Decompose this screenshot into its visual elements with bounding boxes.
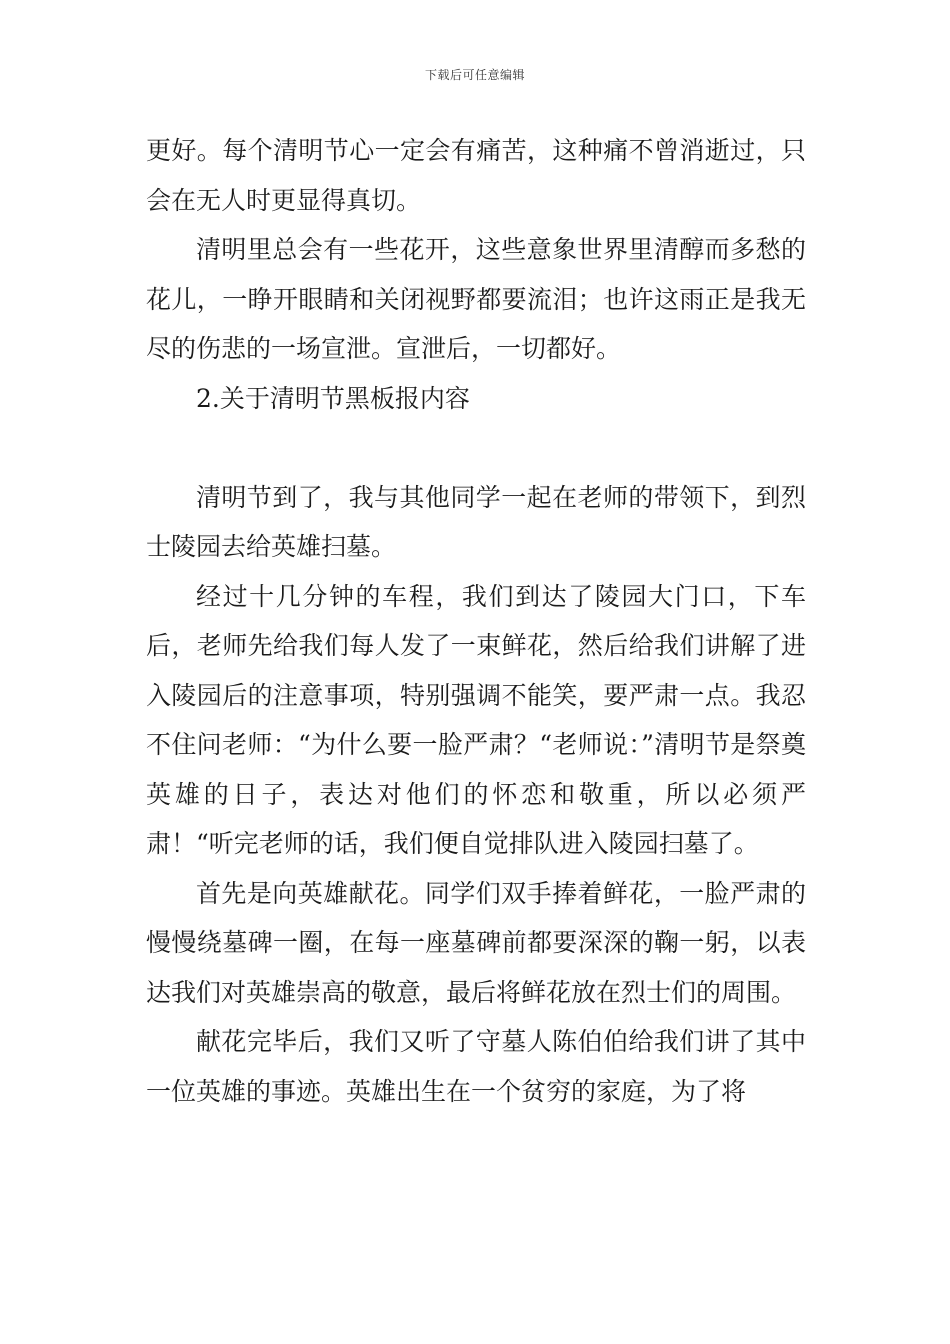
paragraph: 清明节到了，我与其他同学一起在老师的带领下，到烈士陵园去给英雄扫墓。 [146,482,806,561]
blank-line [146,423,806,473]
paragraph: 献花完毕后，我们又听了守墓人陈伯伯给我们讲了其中一位英雄的事迹。英雄出生在一个贫穷的家庭，为了将 [146,1027,806,1106]
paragraph: 经过十几分钟的车程，我们到达了陵园大门口，下车后，老师先给我们每人发了一束鲜花，然后给我们讲解了进入陵园后的注意事项，特别强调不能笑，要严肃一点。我忍不住问老师：“为什么要一脸严肃？“老师说：”清明节是祭奠英雄的日子，表达对他们的怀恋和敬重，所以必须严肃！“听完老师的话，我们便自觉排队进入陵园扫墓了。 [146,581,806,858]
section-heading: 2.关于清明节黑板报内容 [196,383,470,413]
paragraph: 清明里总会有一些花开，这些意象世界里清醇而多愁的花儿，一睁开眼睛和关闭视野都要流泪；也许这雨正是我无尽的伤悲的一场宣泄。宣泄后，一切都好。 [146,235,806,363]
document-body [146,126,806,1116]
page-header: 下载后可任意编辑 [424,68,525,82]
paragraph-continuation: 更好。每个清明节心一定会有痛苦，这种痛不曾消逝过，只会在无人时更显得真切。 [146,136,806,215]
paragraph: 首先是向英雄献花。同学们双手捧着鲜花，一脸严肃的慢慢绕墓碑一圈，在每一座墓碑前都要深深的鞠一躬，以表达我们对英雄崇高的敬意，最后将鲜花放在烈士们的周围。 [146,878,806,1007]
